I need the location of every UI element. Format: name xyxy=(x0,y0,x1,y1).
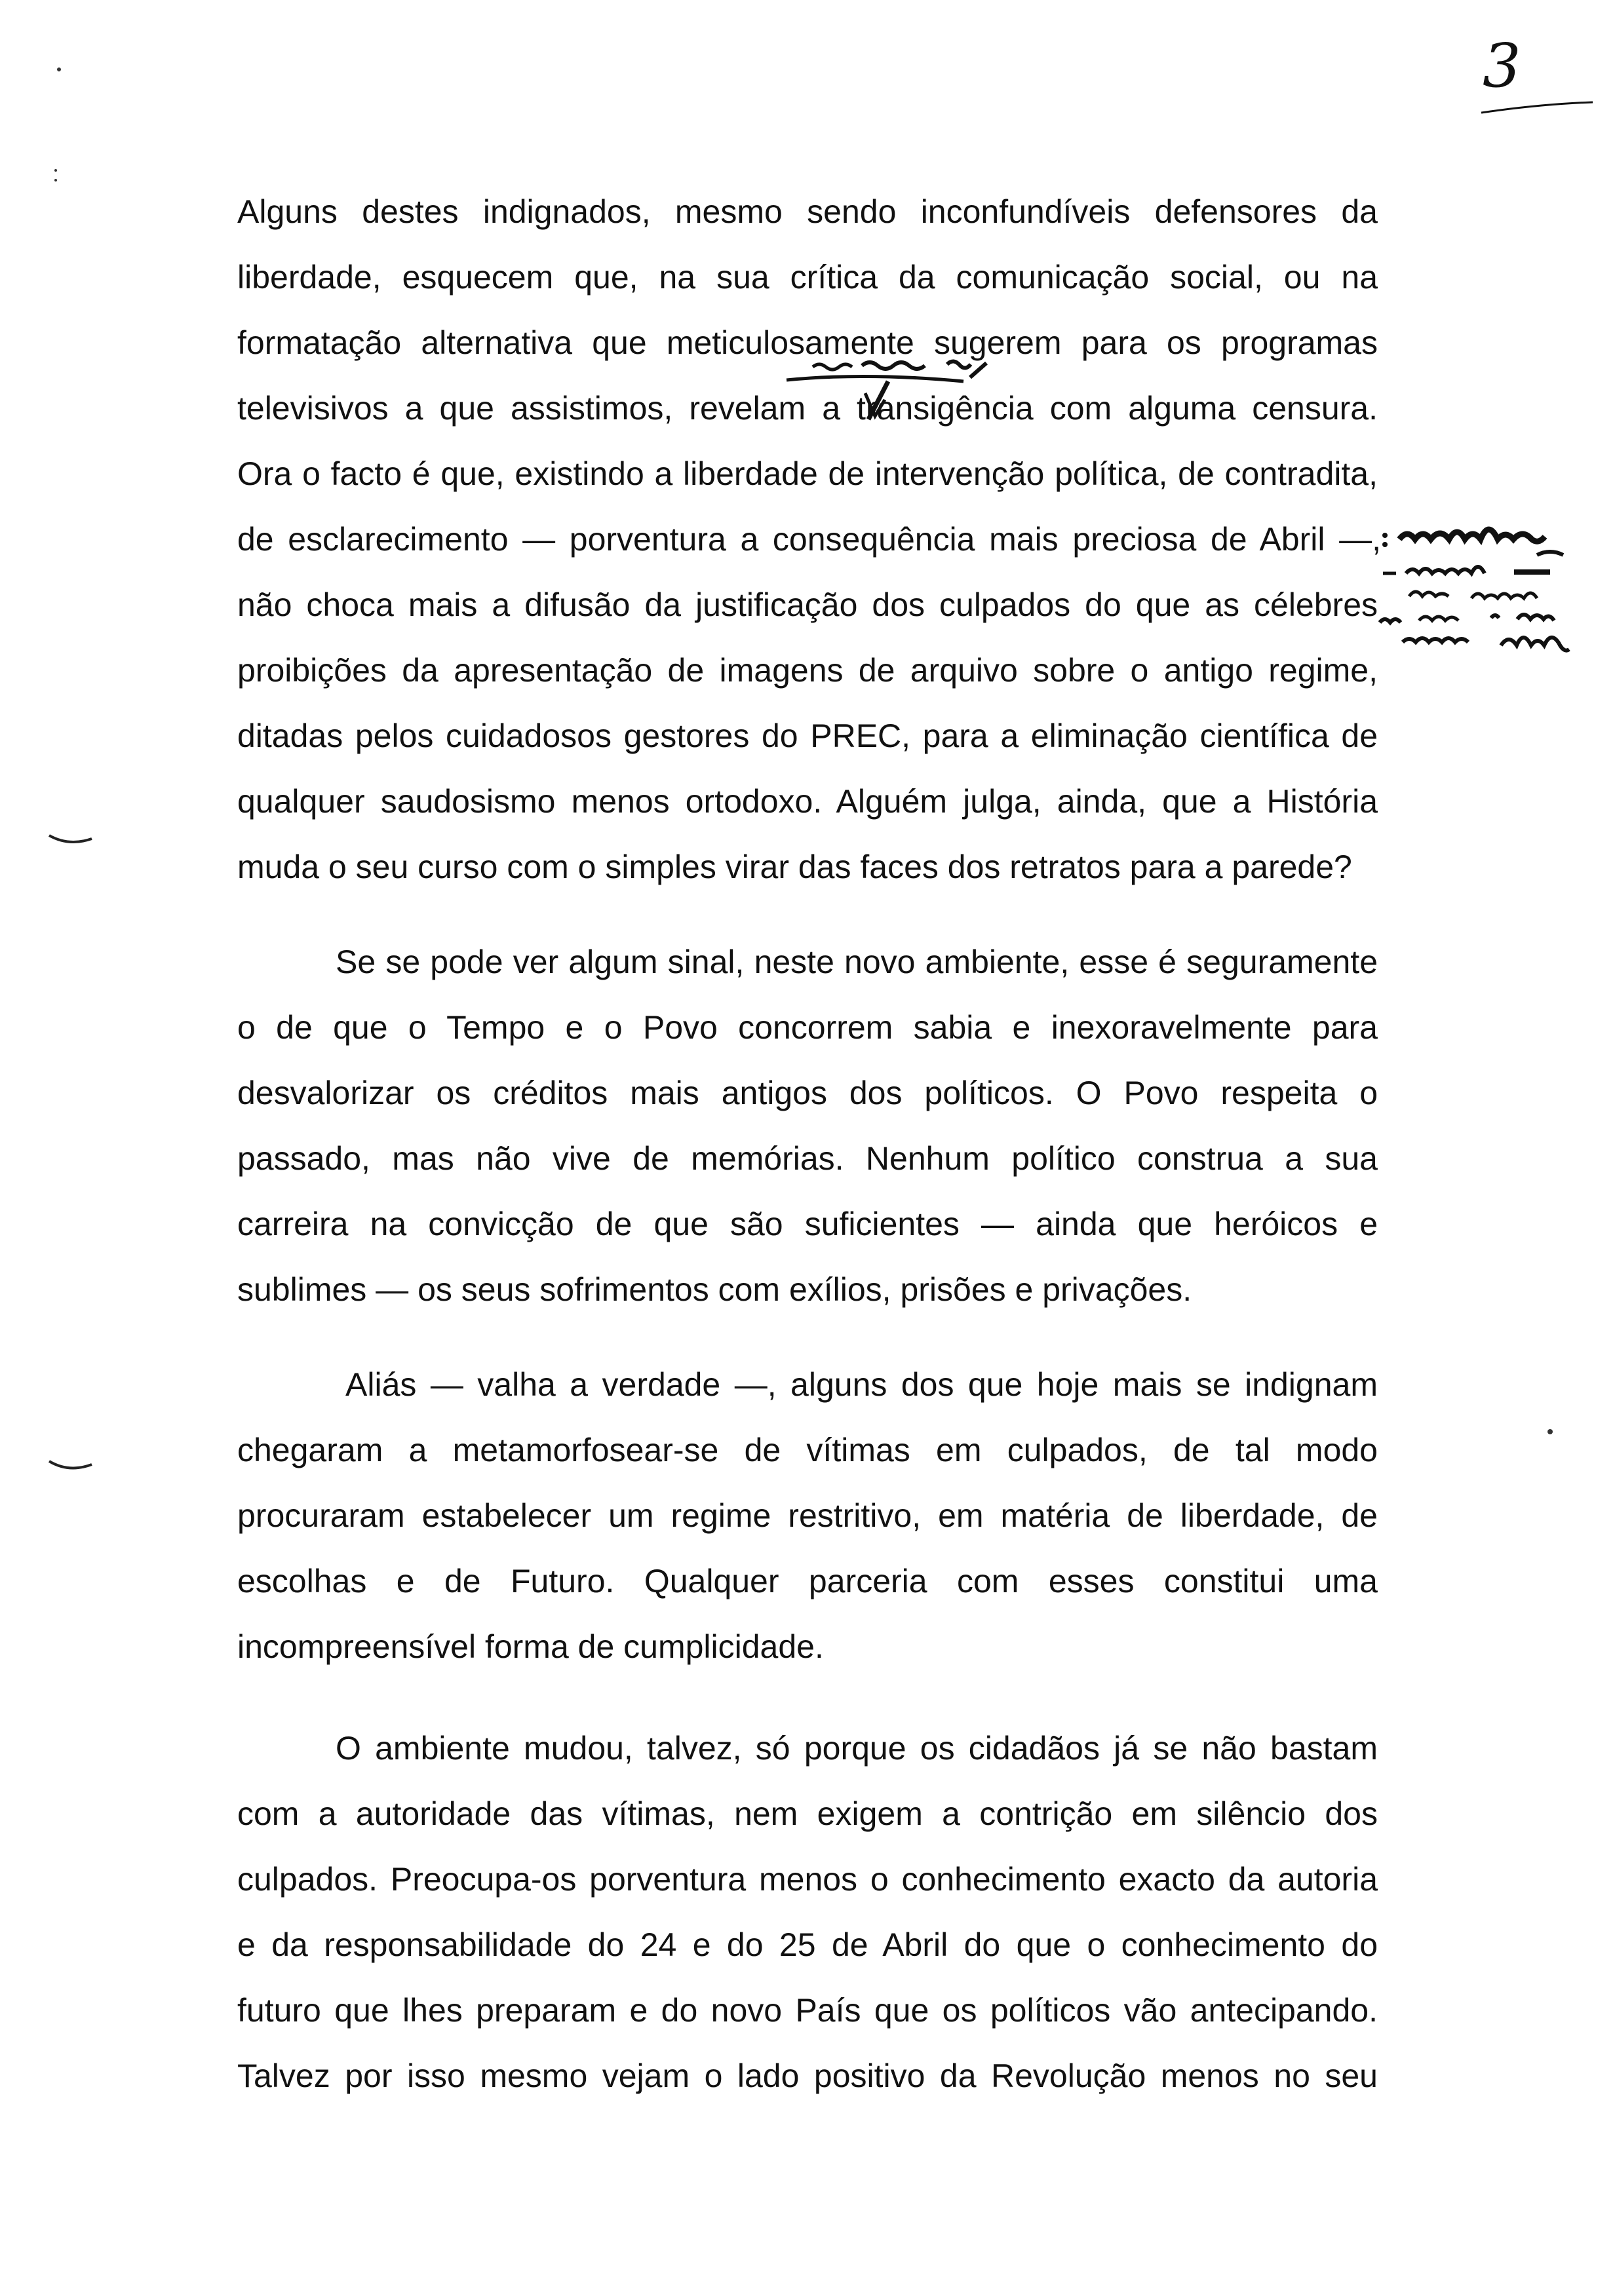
text-line: Talvez por isso mesmo vejam o lado positivo da Revolução menos no seu xyxy=(237,2057,1378,2094)
text-line: o de que o Tempo e o Povo concorrem sabia e inexoravelmente para xyxy=(237,1009,1378,1046)
text-line: escolhas e de Futuro. Qualquer parceria com esses constitui uma xyxy=(237,1563,1378,1599)
text-line: proibições da apresentação de imagens de arquivo sobre o antigo regime, xyxy=(237,652,1378,689)
text-line: ditadas pelos cuidadosos gestores do PREC, para a eliminação científica de xyxy=(237,718,1378,754)
text-line: culpados. Preocupa-os porventura menos o conhecimento exacto da autoria xyxy=(237,1861,1378,1898)
text-line: liberdade, esquecem que, na sua crítica da comunicação social, ou na xyxy=(237,259,1378,296)
text-line: com a autoridade das vítimas, nem exigem a contrição em silêncio dos xyxy=(237,1795,1378,1832)
text-line: passado, mas não vive de memórias. Nenhum político construa a sua xyxy=(237,1140,1378,1177)
text-line: sublimes — os seus sofrimentos com exílios, prisões e privações. xyxy=(237,1271,1192,1308)
text-line: não choca mais a difusão da justificação dos culpados do que as célebres xyxy=(237,586,1378,623)
inline-insertion-annotation xyxy=(773,354,1036,426)
page-number-underline xyxy=(1478,98,1596,118)
margin-note-annotation xyxy=(1373,508,1609,704)
text-line: Aliás — valha a verdade —, alguns dos que hoje mais se indignam xyxy=(345,1366,1378,1403)
text-line: de esclarecimento — porventura a consequência mais preciosa de Abril —, xyxy=(237,521,1381,558)
text-line: desvalorizar os créditos mais antigos dos políticos. O Povo respeita o xyxy=(237,1075,1378,1111)
text-line: Se se pode ver algum sinal, neste novo ambiente, esse é seguramente xyxy=(336,944,1378,980)
text-line: incompreensível forma de cumplicidade. xyxy=(237,1628,824,1665)
text-line: futuro que lhes preparam e do novo País que os políticos vão antecipando. xyxy=(237,1992,1378,2029)
text-line: chegaram a metamorfosear-se de vítimas em culpados, de tal modo xyxy=(237,1432,1378,1468)
left-margin-marks xyxy=(39,52,118,1494)
text-line: formatação alternativa que meticulosamente sugerem para os programas xyxy=(237,324,1378,361)
text-line: O ambiente mudou, talvez, só porque os cidadãos já se não bastam xyxy=(336,1730,1378,1767)
page-number: 3 xyxy=(1483,31,1521,101)
text-line: carreira na convicção de que são suficientes — ainda que heróicos e xyxy=(237,1206,1378,1242)
text-line: Ora o facto é que, existindo a liberdade de intervenção política, de contradita, xyxy=(237,455,1378,492)
text-line: muda o seu curso com o simples virar das faces dos retratos para a parede? xyxy=(237,849,1352,885)
text-line: e da responsabilidade do 24 e do 25 de Abril do que o conhecimento do xyxy=(237,1926,1378,1963)
text-line: procuraram estabelecer um regime restritivo, em matéria de liberdade, de xyxy=(237,1497,1378,1534)
text-line: Alguns destes indignados, mesmo sendo inconfundíveis defensores da xyxy=(237,193,1378,230)
text-line: qualquer saudosismo menos ortodoxo. Alguém julga, ainda, que a História xyxy=(237,783,1378,820)
right-margin-specks xyxy=(1540,1422,1560,1442)
text-line: televisivos a que assistimos, revelam a transigência com alguma censura. xyxy=(237,390,1378,427)
